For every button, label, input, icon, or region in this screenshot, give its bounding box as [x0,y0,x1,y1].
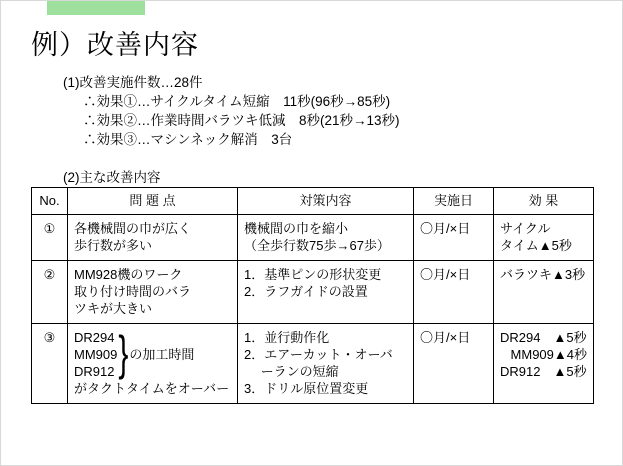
row3-measures [238,324,414,404]
row1-effect-line1: サイクル [500,221,551,236]
section2-heading: (2)主な改善内容 [63,170,161,185]
row2-measure-line1: 1．基準ピンの形状変更 [244,267,382,282]
section1-effect-1: ∴効果①…サイクルタイム短縮 11秒(96秒→85秒) [83,94,391,109]
row1-measure-line1: 機械間の巾を縮小 [244,221,349,236]
table-header-row [32,188,594,215]
curly-brace-icon: } [118,328,129,381]
row3-effect-line1: DR294 ▲5秒 [500,330,587,345]
section1-block [63,73,400,149]
section1-effect-2: ∴効果②…作業時間バラツキ低減 8秒(21秒→13秒) [83,113,400,128]
row3-no: ③ [32,324,68,404]
row2-problem-line3: ツキが大きい [74,301,153,316]
row2-effect [494,261,594,324]
row3-measure-line1: 1．並行動作化 [244,330,330,345]
row1-no: ① [32,215,68,261]
row3-code-3: DR912 [74,364,115,379]
column-header-date: 実施日 [414,188,494,215]
row3-problem-tail: の加工時間 [129,347,195,362]
row2-measures [238,261,414,324]
row2-problem-line1: MM928機のワーク [74,267,183,282]
row1-date [414,215,494,261]
row3-effect-line2: MM909▲4秒 [510,347,587,362]
row3-problem-last: がタクトタイムをオーバー [74,381,230,396]
green-highlight-bar [47,1,145,15]
row1-measure-line2: （全歩行数75歩→67歩） [244,238,390,253]
column-header-problem: 問 題 点 [68,188,238,215]
section1-effect-3: ∴効果③…マシンネック解消 3台 [83,132,293,147]
column-header-no: No. [32,188,68,215]
column-header-effect: 効 果 [494,188,594,215]
table-row [32,324,594,404]
row2-problem-line2: 取り付け時間のバラ [74,284,192,299]
row1-problem [68,215,238,261]
row3-date [414,324,494,404]
row2-effect-line1: バラツキ▲3秒 [500,267,586,282]
row3-measure-line3: ーランの短縮 [244,364,339,379]
row2-measure-line2: 2．ラフガイドの設置 [244,284,368,299]
row2-date [414,261,494,324]
row2-date-line1: 〇月/×日 [420,267,471,282]
row3-effect [494,324,594,404]
row3-problem [68,324,238,404]
row3-code-2: MM909 [74,347,118,362]
table-row [32,261,594,324]
row3-measure-line4: 3．ドリル原位置変更 [244,381,369,396]
page-title: 例）改善内容 [31,30,199,60]
improvements-table [31,187,594,404]
row1-problem-line1: 各機械間の巾が広く [74,221,192,236]
row3-date-line1: 〇月/×日 [420,330,471,345]
row1-problem-line2: 歩行数が多い [74,238,153,253]
row1-effect [494,215,594,261]
row3-code-1: DR294 [74,330,115,345]
row3-effect-line3: DR912 ▲5秒 [500,364,587,379]
row1-date-line1: 〇月/×日 [420,221,471,236]
row1-measures [238,215,414,261]
table-row [32,215,594,261]
row3-measure-line2: 2．エアーカット・オーバ [244,347,393,362]
row1-effect-line2: タイム▲5秒 [500,238,572,253]
section1-heading: (1)改善実施件数…28件 [63,75,203,90]
column-header-measures: 対策内容 [238,188,414,215]
row2-problem [68,261,238,324]
row2-no: ② [32,261,68,324]
